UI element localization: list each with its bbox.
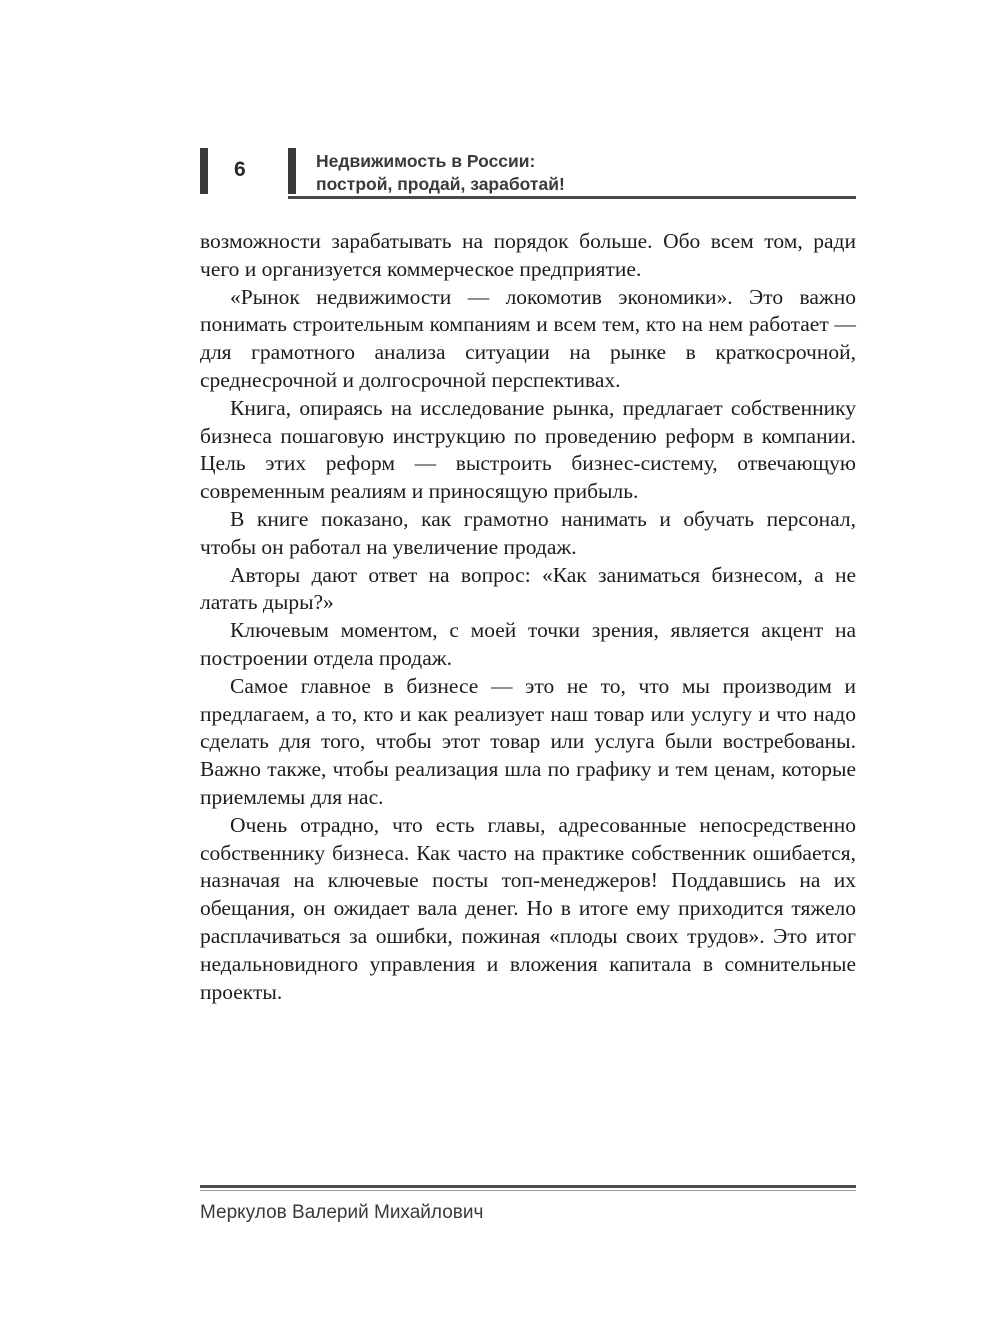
paragraph-8: Очень отрадно, что есть главы, адресованные непосредственно собственнику бизнеса. Как часто на практике собственник ошибается, назначая на ключевые посты топ-менеджеров! Поддавшись на их обещания, он ожидает вала денег. Но в итоге ему приходится тяжело расплачиваться за ошибки, пожиная «плоды своих трудов». Это итог недальновидного управления и вложения капитала в сомнительные проекты. (200, 812, 856, 1004)
page-body (200, 228, 856, 1006)
paragraph-4: В книге показано, как грамотно нанимать и обучать персонал, чтобы он работал на увеличение продаж. (200, 506, 856, 559)
footer-author: Меркулов Валерий Михайлович (200, 1202, 484, 1223)
book-title (316, 150, 565, 196)
header-bar-divider (288, 148, 296, 194)
footer-rule-thin (200, 1190, 856, 1191)
header-rule (288, 196, 856, 199)
book-title-line-1: Недвижимость в России: (316, 151, 536, 171)
paragraph-6: Ключевым моментом, с моей точки зрения, является акцент на построении отдела продаж. (200, 618, 856, 670)
paragraph-3: Книга, опираясь на исследование рынка, предлагает собственнику бизнеса пошаговую инструкцию по проведению реформ в компании. Цель этих реформ — выстроить бизнес-систему, отвечающую современным реалиям и приносящую прибыль. (200, 395, 856, 504)
paragraph-1: возможности зарабатывать на порядок больше. Обо всем том, ради чего и организуется коммерческое предприятие. (200, 229, 856, 281)
paragraph-5: Авторы дают ответ на вопрос: «Как заниматься бизнесом, а не латать дыры?» (200, 562, 856, 615)
book-title-line-2: построй, продай, заработай! (316, 174, 565, 194)
header-bar-left (200, 148, 208, 194)
paragraph-2: «Рынок недвижимости — локомотив экономики». Это важно понимать строительным компаниям и всем тем, кто на нем работает — для грамотного анализа ситуации на рынке в краткосрочной, среднесрочной и долгосрочной перспективах. (200, 284, 856, 392)
running-header (200, 148, 856, 200)
paragraph-7: Самое главное в бизнесе — это не то, что мы производим и предлагаем, а то, кто и как реализует наш товар или услугу и что надо сделать для того, чтобы этот товар или услуга были востребованы. Важно также, чтобы реализация шла по графику и тем ценам, которые приемлемы для нас. (200, 673, 856, 809)
footer-rule (200, 1185, 856, 1188)
page-number: 6 (234, 158, 246, 181)
